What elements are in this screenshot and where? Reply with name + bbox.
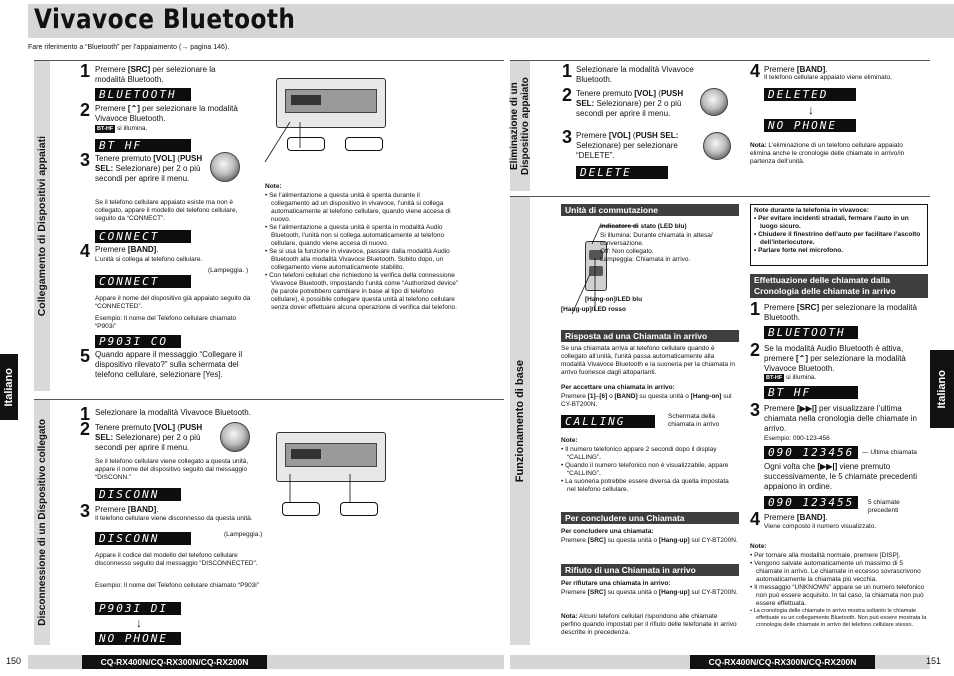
step-text: Quando appare il messaggio “Collegare il dispositivo rilevato?” sulla schermata del telefono cellulare, selezionare [Yes]. [95, 350, 243, 379]
section-divider [34, 60, 504, 61]
end-text: Premere [SRC] su questa unità o [Hang-up] sul CY-BT200N. [561, 537, 738, 544]
note-item: • Vengono salvate automaticamente un massimo di 5 chiamate in arrivo. Le chiamate in eccesso sovrascrivono automaticamente la chiamata più vecchia. [750, 560, 921, 583]
step-text: Premere [BAND]. [764, 513, 828, 522]
step-note: Il telefono cellulare appaiato viene eliminato. [764, 74, 892, 81]
answer-text: Se una chiamata arriva al telefono cellulare quando è collegato all’unità, l’unità passa automaticamente alla modalità Vivavoce Bluetooth e la suoneria per la chiamata in arrivo fuoriesce dagli altoparlanti. [561, 345, 736, 376]
lcd-display: P903I DI [95, 602, 181, 615]
calling-caption: Schermata della chiamata in arrivo [668, 413, 720, 428]
callout-box [282, 502, 320, 516]
reject-title: Per rifiutare una chiamata in arrivo: [561, 580, 671, 587]
step-text: Selezionare la modalità Vivavoce Bluetooth. [95, 408, 251, 417]
step-note: Nota: L’eliminazione di un telefono cellulare appaiato elimina anche le cronologie delle chiamate in arrivo/in partenza dell’unità. [750, 142, 905, 165]
step-text: Ogni volta che [▶▶|] viene premuto successivamente, le 5 chiamate precedenti appaiono in ordine. [764, 462, 917, 491]
step-note: Appare il nome del dispositivo già appaiato seguito da “CONNECTED”. [95, 295, 251, 310]
lcd-display: CONNECT [95, 275, 191, 288]
note-item: • Chiudere il finestrino dell’auto per facilitare l’ascolto dell’interlocutore. [754, 231, 921, 246]
note-item: • Il numero telefonico appare 2 secondi dopo il display “CALLING”. [561, 446, 717, 461]
step-number: 2 [80, 100, 91, 120]
callout-box [287, 137, 325, 151]
lcd-display: 090 123455 [764, 496, 858, 509]
step-text: Selezionare la modalità Vivavoce Bluetooth. [576, 65, 694, 84]
accept-title: Per accettare una chiamata in arrivo: [561, 384, 675, 391]
note-item: • Quando il numero telefonico non è visualizzabile, appare “CALLING”. [561, 462, 729, 477]
section-header: Unità di commutazione [561, 204, 739, 216]
bt-hf-badge: BT-HF [766, 375, 783, 381]
notes-list [750, 552, 930, 629]
led-title: Indicatore di stato (LED blu) [600, 223, 687, 230]
note-item: • La suoneria potrebbe essere diversa da quella impostata nel telefono cellulare. [561, 478, 729, 493]
blink-note: (Lampeggia. ) [208, 267, 249, 274]
lcd-display: BT HF [764, 386, 858, 399]
note-item: • Se l’alimentazione a questa unità è spenta in modalità Audio Bluetooth, l’unità non si collega automaticamente al telefono cellulare, quando viene accesa di nuovo. [265, 224, 445, 247]
section-divider [510, 196, 930, 197]
section-header: Per concludere una Chiamata [561, 512, 739, 524]
step-text: Se la modalità Audio Bluetooth è attiva, premere [⌃] per selezionare la modalità Vivavoce Bluetooth. [764, 344, 906, 373]
step-text: Tenere premuto [VOL] (PUSH SEL: Selezionare) per 2 o più secondi per aprire il menu. [95, 423, 203, 452]
step-text: Premere [BAND]. [764, 65, 828, 74]
badge-note: BT-HF si illumina. [766, 374, 817, 381]
step-number: 3 [80, 150, 91, 170]
example-text: Esempio: Il nome del Telefono cellulare chiamato “P903i” [95, 315, 237, 330]
lcd-display: NO PHONE [764, 119, 856, 132]
tab-funzionamento: Funzionamento di base [510, 197, 530, 645]
page-number: 150 [6, 656, 22, 666]
step-number: 5 [80, 346, 91, 366]
caption-text: 5 chiamate precedenti [868, 499, 900, 514]
notes-list [561, 446, 739, 494]
example-text: Esempio: Il nome del Telefono cellulare chiamato “P903i” [95, 582, 259, 589]
callout-box [345, 137, 383, 151]
step-note: Se il telefono cellulare appaiato esiste ma non è collegato, appare il modello del telefono cellulare, seguito da “CONNECT”. [95, 199, 238, 222]
section-header: Rifiuto di una Chiamata in arrivo [561, 564, 739, 576]
accept-text: Premere [1]–[6] o [BAND] su questa unità o [Hang-on] sul CY-BT200N. [561, 393, 732, 408]
volume-knob-icon [210, 152, 240, 182]
step-text: Premere [VOL] (PUSH SEL: Selezionare) per selezionare “DELETE”. [576, 131, 679, 160]
tab-collegamento: Collegamento di Dispositivi appaiati [34, 61, 50, 391]
step-number: 1 [80, 61, 91, 81]
section-divider [34, 399, 504, 400]
step-note: Appare il codice del modello del telefono cellulare disconnesso seguito dal messaggio “DISCONNECTED”. [95, 552, 258, 567]
step-text: Premere [BAND]. [95, 245, 159, 254]
callout-box [340, 502, 378, 516]
lcd-display: DISCONN [95, 532, 191, 545]
language-tab: Italiano [930, 350, 954, 428]
caption-text: — Ultima chiamata [862, 449, 917, 456]
volume-knob-icon [703, 132, 731, 160]
note-item: • Se l’alimentazione a questa unità è spenta durante il collegamento ad un dispositivo in vivavoce, l’unità si collega automaticamente al telefono cellulare, quando viene accesa di nuovo. [265, 192, 451, 223]
note-item: • La cronologia delle chiamate in arrivo mostra soltanto le chiamate effettuate su un collegamento Bluetooth. Non può essere mostrata la cronologia delle chiamate in arrivo del telefono cellulare stesso. [750, 608, 927, 628]
volume-knob-icon [220, 422, 250, 452]
tab-disconnessione: Disconnessione di un Dispositivo collegato [34, 400, 50, 645]
section-divider [510, 60, 930, 61]
led-desc: Si illumina: Durante chiamata in attesa/ conversazione. Off: Non collegato. Lampeggia: Chiamata in arrivo. [600, 232, 713, 263]
step-text: Tenere premuto [VOL] (PUSH SEL: Selezionare) per 2 o più secondi per aprire il menu. [576, 89, 684, 118]
note-item: • Se si usa la funzione in vivavoce, passare dalla modalità Audio Bluetooth alla modalità Vivavoce Bluetooth. Subito dopo, un collegamento viene automaticamente stabilito. [265, 248, 450, 271]
page-number: 151 [926, 656, 942, 666]
lcd-display: DISCONN [95, 488, 181, 501]
badge-note: BT-HF si illumina. [97, 125, 148, 132]
notes-title: Note: [265, 183, 282, 190]
note-item: • Per evitare incidenti stradali, fermare l’auto in un luogo sicuro. [754, 215, 909, 230]
notes-list [265, 192, 460, 312]
notes-title: Note: [561, 437, 578, 444]
section-header: Risposta ad una Chiamata in arrivo [561, 330, 739, 342]
step-text: Premere [▶▶|] per visualizzare l’ultima chiamata nella cronologia delle chiamate in arrivo. [764, 404, 917, 433]
lcd-display: BT HF [95, 139, 191, 152]
lcd-display: BLUETOOTH [764, 326, 858, 339]
volume-knob-icon [700, 88, 728, 116]
lcd-display: BLUETOOTH [95, 88, 191, 101]
step-note: Viene composto il numero visualizzato. [764, 523, 877, 530]
step-text: Tenere premuto [VOL] (PUSH SEL: Selezionare) per 2 o più secondi per aprire il menu. [95, 154, 203, 183]
note-item: • Il messaggio “UNKNOWN” appare se un numero telefonico non può essere acquisito. In tal caso, la chiamata non può essere effettuata. [750, 584, 925, 607]
lcd-display: CONNECT [95, 230, 191, 243]
step-text: Premere [SRC] per selezionare la modalità Bluetooth. [95, 65, 216, 84]
step-text: Premere [⌃] per selezionare la modalità Vivavoce Bluetooth. [95, 104, 238, 123]
driving-notes-box: Note durante la telefonia in vivavoce: • Per evitare incidenti stradali, fermare l’auto in un luogo sicuro. • Chiudere il finestrino dell’auto per facilitare l’ascolto dell’interlocutore. • Parlare forte nel microfono. [750, 204, 928, 266]
reject-note: Nota: Alcuni telefoni cellulari rispondono alle chiamate perfino quando impostati per il rifiuto delle telefonate in arrivo descritte in precedenza. [561, 613, 737, 636]
hangup-label: [Hang-up]/LED rosso [561, 306, 626, 313]
blink-note: (Lampeggia.) [224, 531, 263, 538]
step-note: L’unità si collega al telefono cellulare. [95, 256, 203, 263]
tab-eliminazione: Eliminazione di un Dispositivo appaiato [510, 61, 530, 191]
reference-text: Fare riferimento a “Bluetooth” per l’appaiamento (→ pagina 146). [28, 44, 230, 51]
end-title: Per concludere una chiamata: [561, 528, 654, 535]
step-note: Il telefono cellulare viene disconnesso da questa unità. [95, 515, 253, 522]
lcd-display: NO PHONE [95, 632, 181, 645]
step-text: Premere [BAND]. [95, 505, 159, 514]
example-text: Esempio: 090-123-456 [764, 435, 830, 442]
lcd-display: 090 123456 [764, 446, 858, 459]
hangon-label: [Hang-on]/LED blu [585, 296, 643, 303]
step-text: Premere [SRC] per selezionare la modalità Bluetooth. [764, 303, 917, 322]
lcd-display: DELETE [576, 166, 668, 179]
lcd-display: CALLING [561, 415, 655, 428]
note-item: • Per tornare alla modalità normale, premere [DISP]. [750, 552, 901, 559]
down-arrow-icon: ↓ [808, 103, 814, 117]
step-note: Se il telefono cellulare viene collegato a questa unità, appare il nome del dispositivo seguito dal messaggio “DISCONN.” [95, 458, 249, 481]
note-item: • Con telefoni cellulari che richiedono la verifica della connessione Vivavoce Bluetooth, impostando l’unità come “Authorized device” (le parole potrebbero cambiare in base al tipo di telefono cellulare), è possibile collegare questa unità al telefono cellulare senza dover effettuare alcuna operazione di verifica dal telefono. [265, 272, 459, 311]
page-title: Vivavoce Bluetooth [34, 4, 296, 35]
model-label: CQ-RX400N/CQ-RX300N/CQ-RX200N [690, 655, 875, 669]
language-tab: Italiano [0, 354, 18, 420]
lcd-display: DELETED [764, 88, 856, 101]
model-label: CQ-RX400N/CQ-RX300N/CQ-RX200N [82, 655, 267, 669]
section-header: Effettuazione delle chiamate dalla Cronologia delle chiamate in arrivo [750, 274, 928, 298]
down-arrow-icon: ↓ [136, 616, 142, 630]
note-item: • Parlare forte nel microfono. [754, 247, 843, 254]
lcd-display: P903I CO [95, 335, 181, 348]
bt-hf-badge: BT-HF [97, 126, 114, 132]
notes-title: Note: [750, 543, 767, 550]
step-number: 4 [80, 241, 91, 261]
reject-text: Premere [SRC] su questa unità o [Hang-up] sul CY-BT200N. [561, 589, 738, 596]
